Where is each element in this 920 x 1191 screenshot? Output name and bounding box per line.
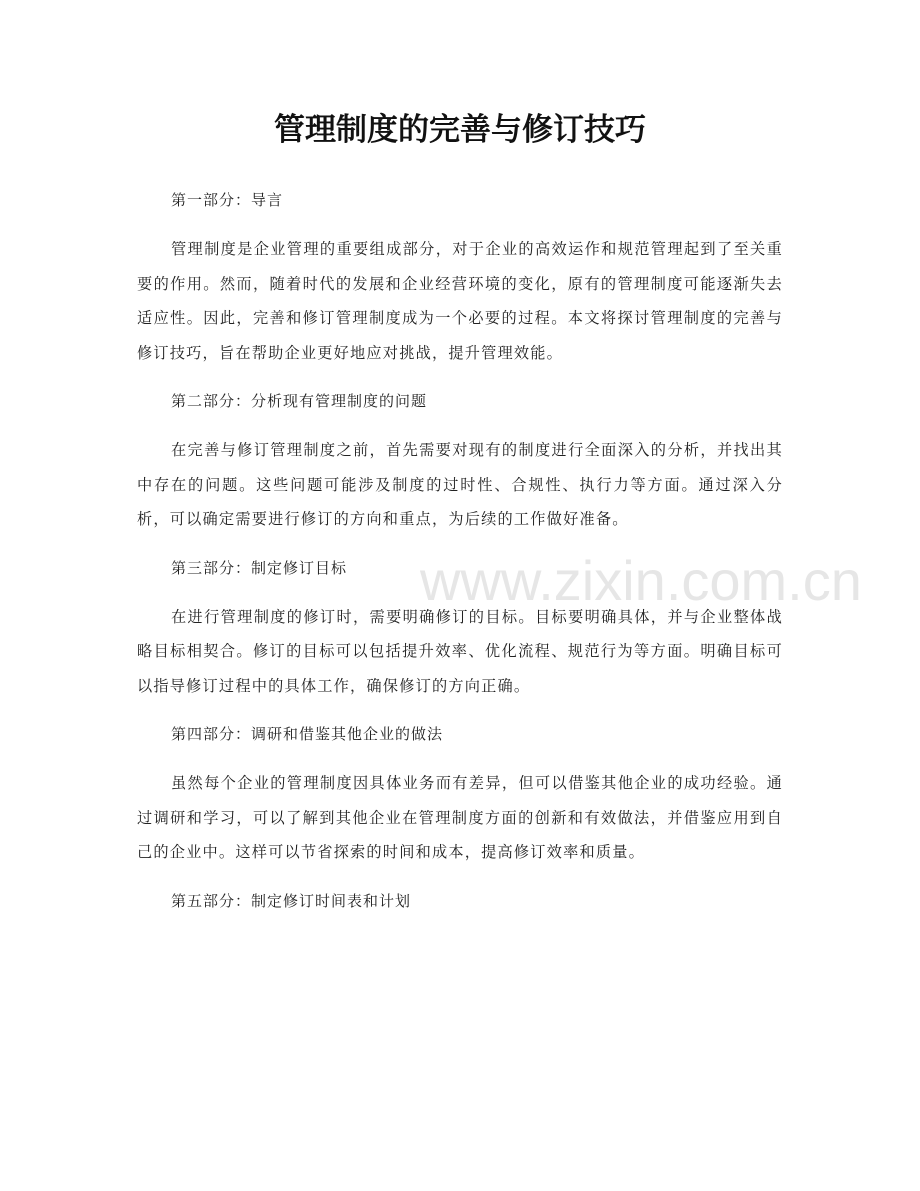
section-heading-1: 第一部分：导言 [171,191,284,209]
watermark-text: www.zixin.com.cn [420,549,862,612]
section-heading-3: 第三部分：制定修订目标 [171,558,348,577]
section-heading-5: 第五部分：制定修订时间表和计划 [171,891,412,910]
section-paragraph-1: 管理制度是企业管理的重要组成部分，对于企业的高效运作和规范管理起到了至关重要的作用。然而，随着时代的发展和企业经营环境的变化，原有的管理制度可能逐渐失去适应性。因此，完善和修订管理制度成为一个必要的过程。本文将探讨管理制度的完善与修订技巧，旨在帮助企业更好地应对挑战，提升管理效能。 [137,240,783,362]
section-heading-2: 第二部分：分析现有管理制度的问题 [171,392,428,410]
section-paragraph-3: 在进行管理制度的修订时，需要明确修订的目标。目标要明确具体，并与企业整体战略目标相契合。修订的目标可以包括提升效率、优化流程、规范行为等方面。明确目标可以指导修订过程中的具体工作，确保修订的方向正确。 [137,607,783,695]
document-title: 管理制度的完善与修订技巧 [274,112,646,148]
section-paragraph-4: 虽然每个企业的管理制度因具体业务而有差异，但可以借鉴其他企业的成功经验。通过调研和学习，可以了解到其他企业在管理制度方面的创新和有效做法，并借鉴应用到自己的企业中。这样可以节省探索的时间和成本，提高修订效率和质量。 [137,774,783,861]
section-paragraph-2: 在完善与修订管理制度之前，首先需要对现有的制度进行全面深入的分析，并找出其中存在的问题。这些问题可能涉及制度的过时性、合规性、执行力等方面。通过深入分析，可以确定需要进行修订的方向和重点，为后续的工作做好准备。 [137,441,783,528]
section-heading-4: 第四部分：调研和借鉴其他企业的做法 [171,725,444,743]
